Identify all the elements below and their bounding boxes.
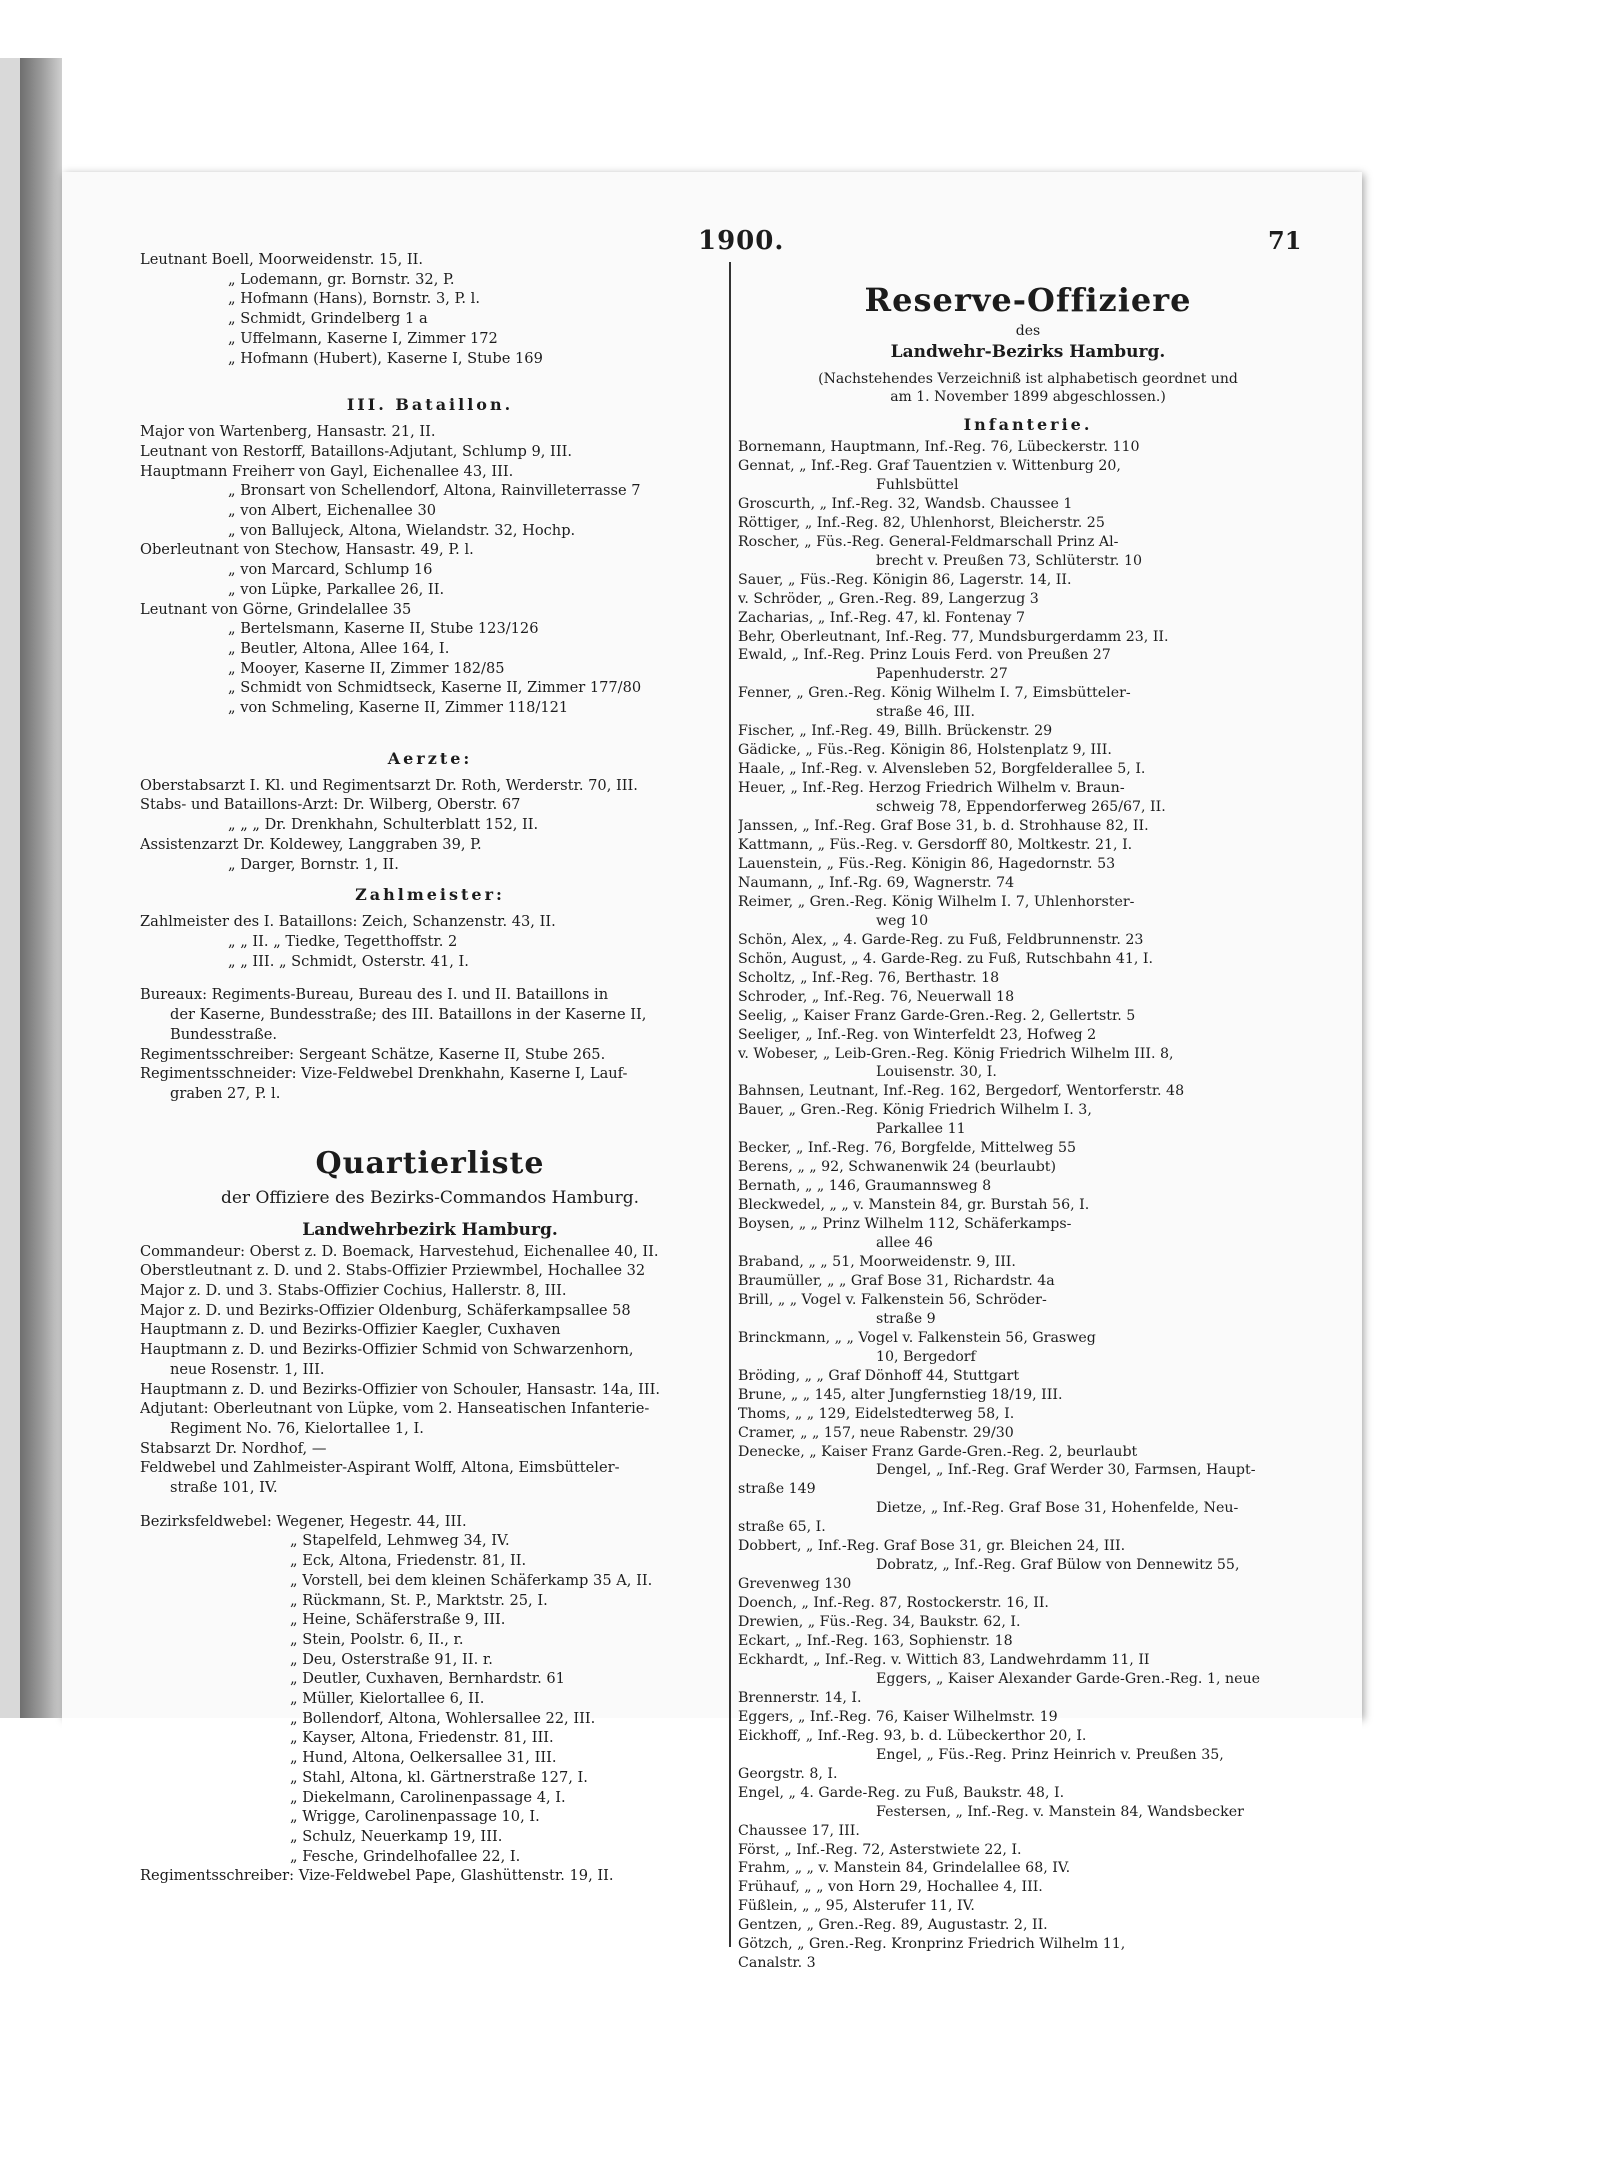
list-line: Stabsarzt Dr. Nordhof, — <box>140 1439 327 1457</box>
list-line: Schön, Alex, „ 4. Garde-Reg. zu Fuß, Feldbrunnenstr. 23 <box>738 931 1144 948</box>
list-line: Eickhoff, „ Inf.-Reg. 93, b. d. Lübeckerthor 20, I. <box>738 1727 1087 1744</box>
left-column <box>140 250 720 1886</box>
list-line: Bornemann, Hauptmann, Inf.-Reg. 76, Lübeckerstr. 110 <box>738 439 1140 455</box>
reserve-officer-list <box>738 438 1318 1973</box>
list-line: Seelig, „ Kaiser Franz Garde-Gren.-Reg. 2, Gellertstr. 5 <box>738 1007 1136 1024</box>
list-line: der Kaserne, Bundesstraße; des III. Bataillons in der Kaserne II, <box>170 1006 647 1024</box>
list-line: Papenhuderstr. 27 <box>876 666 1008 683</box>
list-line: Adjutant: Oberleutnant von Lüpke, vom 2. Hanseatischen Infanterie- <box>140 1400 650 1418</box>
list-line: Bureaux: Regiments-Bureau, Bureau des I. und II. Bataillons in <box>140 986 609 1004</box>
list-line: Bröding, „ „ Graf Dönhoff 44, Stuttgart <box>738 1367 1020 1384</box>
list-line: Brinckmann, „ „ Vogel v. Falkenstein 56, Grasweg <box>738 1329 1096 1346</box>
list-line: Schön, August, „ 4. Garde-Reg. zu Fuß, Rutschbahn 41, I. <box>738 950 1154 967</box>
list-line: „ Stein, Poolstr. 6, II., r. <box>290 1630 464 1648</box>
list-line: „ Bronsart von Schellendorf, Altona, Rainvilleterrasse 7 <box>228 482 641 500</box>
list-line: „ Eck, Altona, Friedenstr. 81, II. <box>290 1552 527 1570</box>
list-line: Heuer, „ Inf.-Reg. Herzog Friedrich Wilhelm v. Braun- <box>738 780 1125 797</box>
list-line: Zahlmeister des I. Bataillons: Zeich, Schanzenstr. 43, II. <box>140 913 556 931</box>
list-line: Grevenweg 130 <box>738 1576 852 1593</box>
list-line: Zacharias, „ Inf.-Reg. 47, kl. Fontenay 7 <box>738 609 1025 626</box>
list-line: Ewald, „ Inf.-Reg. Prinz Louis Ferd. von Preußen 27 <box>738 647 1111 664</box>
quartierliste-title: Quartierliste <box>315 1145 545 1181</box>
list-line: Fischer, „ Inf.-Reg. 49, Billh. Brückenstr. 29 <box>738 723 1053 740</box>
list-line: Parkallee 11 <box>876 1121 966 1138</box>
spacer <box>140 1498 720 1512</box>
list-line: Röttiger, „ Inf.-Reg. 82, Uhlenhorst, Bleicherstr. 25 <box>738 514 1105 531</box>
list-line: Dobratz, „ Inf.-Reg. Graf Bülow von Dennewitz 55, <box>876 1557 1240 1574</box>
list-line: „ Hund, Altona, Oelkersallee 31, III. <box>290 1749 557 1767</box>
list-line: v. Wobeser, „ Leib-Gren.-Reg. König Friedrich Wilhelm III. 8, <box>738 1045 1174 1062</box>
list-line: Hauptmann z. D. und Bezirks-Offizier von Schouler, Hansastr. 14a, III. <box>140 1380 661 1398</box>
list-line: graben 27, P. l. <box>170 1084 281 1102</box>
list-line: „ Diekelmann, Carolinenpassage 4, I. <box>290 1788 566 1806</box>
list-line: Eggers, „ Inf.-Reg. 76, Kaiser Wilhelmstr. 19 <box>738 1708 1058 1725</box>
list-line: Reimer, „ Gren.-Reg. König Wilhelm I. 7, Uhlenhorster- <box>738 893 1135 910</box>
list-line: Janssen, „ Inf.-Reg. Graf Bose 31, b. d. Strohhause 82, II. <box>738 818 1149 835</box>
zahlmeister-heading: Zahlmeister: <box>355 885 505 905</box>
list-line: allee 46 <box>876 1235 933 1252</box>
list-line: Gentzen, „ Gren.-Reg. 89, Augustastr. 2, II. <box>738 1917 1048 1934</box>
list-line: straße 65, I. <box>738 1519 826 1536</box>
list-line: Kattmann, „ Füs.-Reg. v. Gersdorff 80, Moltkestr. 21, I. <box>738 837 1133 854</box>
book-edge <box>0 58 20 1718</box>
list-line: Dengel, „ Inf.-Reg. Graf Werder 30, Farmsen, Haupt- <box>876 1462 1256 1479</box>
list-line: „ Schulz, Neuerkamp 19, III. <box>290 1828 503 1845</box>
list-line: „ Bertelsmann, Kaserne II, Stube 123/126 <box>228 620 539 638</box>
list-line: „ Fesche, Grindelhofallee 22, I. <box>290 1847 521 1865</box>
list-line: Bahnsen, Leutnant, Inf.-Reg. 162, Bergedorf, Wentorferstr. 48 <box>738 1083 1185 1100</box>
list-line: „ „ „ Dr. Drenkhahn, Schulterblatt 152, II. <box>228 816 539 834</box>
list-line: „ von Schmeling, Kaserne II, Zimmer 118/121 <box>228 699 569 717</box>
list-line: Gädicke, „ Füs.-Reg. Königin 86, Holstenplatz 9, III. <box>738 742 1112 759</box>
reserve-offiziere-title: Reserve-Offiziere <box>864 281 1192 319</box>
list-line: Major von Wartenberg, Hansastr. 21, II. <box>140 423 436 441</box>
list-line: straße 46, III. <box>876 704 976 721</box>
list-line: Sauer, „ Füs.-Reg. Königin 86, Lagerstr. 14, II. <box>738 571 1072 588</box>
list-line: Frühauf, „ „ von Horn 29, Hochallee 4, III. <box>738 1879 1043 1896</box>
note-line: (Nachstehendes Verzeichniß ist alphabetisch geordnet und <box>818 371 1238 387</box>
zahlmeister-list <box>140 912 720 971</box>
list-line: Louisenstr. 30, I. <box>876 1064 997 1081</box>
list-line: „ Darger, Bornstr. 1, II. <box>228 855 399 873</box>
list-line: Scholtz, „ Inf.-Reg. 76, Berthastr. 18 <box>738 969 1000 986</box>
list-line: „ Rückmann, St. P., Marktstr. 25, I. <box>290 1591 548 1609</box>
list-line: Regimentsschreiber: Sergeant Schätze, Kaserne II, Stube 265. <box>140 1045 606 1063</box>
list-line: Bernath, „ „ 146, Graumannsweg 8 <box>738 1178 992 1195</box>
list-line: „ Stahl, Altona, kl. Gärtnerstraße 127, I. <box>290 1768 588 1786</box>
list-line: Major z. D. und Bezirks-Offizier Oldenburg, Schäferkampsallee 58 <box>140 1301 631 1319</box>
list-line: „ von Albert, Eichenallee 30 <box>228 502 437 520</box>
list-line: „ Lodemann, gr. Bornstr. 32, P. <box>228 270 455 288</box>
list-line: Major z. D. und 3. Stabs-Offizier Cochius, Hallerstr. 8, III. <box>140 1282 567 1300</box>
list-line: „ Stapelfeld, Lehmweg 34, IV. <box>290 1532 510 1550</box>
des-label: des <box>1015 323 1041 339</box>
bezirksfeldwebel-list <box>140 1512 720 1886</box>
list-line: v. Schröder, „ Gren.-Reg. 89, Langerzug 3 <box>738 590 1039 607</box>
list-line: Först, „ Inf.-Reg. 72, Asterstwiete 22, I. <box>738 1841 1022 1858</box>
list-line: Leutnant Boell, Moorweidenstr. 15, II. <box>140 251 424 268</box>
note-line: am 1. November 1899 abgeschlossen.) <box>890 389 1166 405</box>
list-line: „ von Ballujeck, Altona, Wielandstr. 32, Hochp. <box>228 521 576 539</box>
list-line: Oberstabsarzt I. Kl. und Regimentsarzt Dr. Roth, Werderstr. 70, III. <box>140 776 638 794</box>
list-line: Seeliger, „ Inf.-Reg. von Winterfeldt 23, Hofweg 2 <box>738 1026 1097 1043</box>
list-line: Boysen, „ „ Prinz Wilhelm 112, Schäferkamps- <box>738 1216 1072 1233</box>
book-spine-shadow <box>20 58 62 1718</box>
list-line: „ von Marcard, Schlump 16 <box>228 561 433 579</box>
list-line: Drewien, „ Füs.-Reg. 34, Baukstr. 62, I. <box>738 1614 1021 1631</box>
aerzte-list <box>140 776 720 875</box>
page-year: 1900. <box>698 226 785 256</box>
list-line: Brune, „ „ 145, alter Jungfernstieg 18/19, III. <box>738 1386 1063 1403</box>
list-line: Eckhardt, „ Inf.-Reg. v. Wittich 83, Landwehrdamm 11, II <box>738 1652 1150 1668</box>
list-line: Berens, „ „ 92, Schwanenwik 24 (beurlaubt) <box>738 1159 1057 1176</box>
list-line: Behr, Oberleutnant, Inf.-Reg. 77, Mundsburgerdamm 23, II. <box>738 628 1169 645</box>
list-line: Engel, „ Füs.-Reg. Prinz Heinrich v. Preußen 35, <box>876 1746 1224 1763</box>
list-line: Oberstleutnant z. D. und 2. Stabs-Offizier Prziewmbel, Hochallee 32 <box>140 1262 646 1280</box>
list-line: Georgstr. 8, I. <box>738 1765 838 1782</box>
list-line: Hauptmann z. D. und Bezirks-Offizier Kaegler, Cuxhaven <box>140 1321 561 1339</box>
list-line: weg 10 <box>876 912 929 929</box>
list-line: „ „ III. „ Schmidt, Osterstr. 41, I. <box>228 952 469 970</box>
list-line: „ Beutler, Altona, Allee 164, I. <box>228 639 450 657</box>
list-line: Bauer, „ Gren.-Reg. König Friedrich Wilhelm I. 3, <box>738 1102 1092 1119</box>
list-line: Regimentsschneider: Vize-Feldwebel Drenkhahn, Kaserne I, Lauf- <box>140 1065 628 1083</box>
list-line: Doench, „ Inf.-Reg. 87, Rostockerstr. 16, II. <box>738 1595 1049 1612</box>
list-line: Götzch, „ Gren.-Reg. Kronprinz Friedrich Wilhelm 11, <box>738 1936 1126 1953</box>
landwehrbezirk-heading: Landwehrbezirk Hamburg. <box>302 1219 558 1240</box>
list-line: Bezirksfeldwebel: Wegener, Hegestr. 44, III. <box>140 1512 467 1530</box>
lieutenant-list <box>140 250 720 368</box>
page-number: 71 <box>1268 226 1302 255</box>
list-line: „ Schmidt, Grindelberg 1 a <box>228 310 428 328</box>
list-line: straße 149 <box>738 1481 816 1498</box>
quartier-list <box>140 1242 720 1498</box>
list-line: Cramer, „ „ 157, neue Rabenstr. 29/30 <box>738 1424 1014 1441</box>
list-line: Chaussee 17, III. <box>738 1822 860 1839</box>
quartierliste-subtitle: der Offiziere des Bezirks-Commandos Hamburg. <box>220 1187 640 1208</box>
list-line: straße 101, IV. <box>170 1479 278 1497</box>
list-line: „ Vorstell, bei dem kleinen Schäferkamp 35 A, II. <box>290 1571 653 1589</box>
list-line: Fenner, „ Gren.-Reg. König Wilhelm I. 7, Eimsbütteler- <box>738 685 1131 702</box>
list-line: „ von Lüpke, Parkallee 26, II. <box>228 580 445 598</box>
list-line: Oberleutnant von Stechow, Hansastr. 49, P. l. <box>140 541 474 559</box>
list-line: „ „ II. „ Tiedke, Tegetthoffstr. 2 <box>228 932 458 950</box>
list-line: Haale, „ Inf.-Reg. v. Alvensleben 52, Borgfelderallee 5, I. <box>738 761 1146 778</box>
list-line: Schroder, „ Inf.-Reg. 76, Neuerwall 18 <box>738 988 1015 1005</box>
list-line: Leutnant von Restorff, Bataillons-Adjutant, Schlump 9, III. <box>140 442 572 460</box>
list-line: Dobbert, „ Inf.-Reg. Graf Bose 31, gr. Bleichen 24, III. <box>738 1538 1126 1555</box>
right-column <box>738 250 1318 1973</box>
list-line: Fuhlsbüttel <box>876 476 959 493</box>
list-line: „ Schmidt von Schmidtseck, Kaserne II, Zimmer 177/80 <box>228 679 642 697</box>
list-line: „ Bollendorf, Altona, Wohlersallee 22, III. <box>290 1709 596 1727</box>
list-line: Braumüller, „ „ Graf Bose 31, Richardstr. 4a <box>738 1272 1055 1289</box>
list-line: „ Hofmann (Hubert), Kaserne I, Stube 169 <box>228 349 543 367</box>
list-line: schweig 78, Eppendorferweg 265/67, II. <box>876 799 1166 816</box>
list-line: Feldwebel und Zahlmeister-Aspirant Wolff, Altona, Eimsbütteler- <box>140 1459 620 1477</box>
list-line: Groscurth, „ Inf.-Reg. 32, Wandsb. Chaussee 1 <box>738 495 1073 512</box>
list-line: Leutnant von Görne, Grindelallee 35 <box>140 600 412 618</box>
list-line: Brennerstr. 14, I. <box>738 1689 862 1706</box>
list-line: Regiment No. 76, Kielortallee 1, I. <box>170 1419 424 1437</box>
list-line: „ Deutler, Cuxhaven, Bernhardstr. 61 <box>290 1670 565 1688</box>
list-line: Bleckwedel, „ „ v. Manstein 84, gr. Burstah 56, I. <box>738 1197 1090 1214</box>
list-line: neue Rosenstr. 1, III. <box>170 1360 325 1378</box>
list-line: Festersen, „ Inf.-Reg. v. Manstein 84, Wandsbecker <box>876 1803 1244 1820</box>
list-line: 10, Bergedorf <box>876 1348 976 1365</box>
list-line: „ Kayser, Altona, Friedenstr. 81, III. <box>290 1729 554 1747</box>
list-line: „ Hofmann (Hans), Bornstr. 3, P. l. <box>228 290 480 308</box>
bureau-section <box>140 985 720 1103</box>
column-divider <box>729 262 731 1947</box>
list-line: „ Müller, Kielortallee 6, II. <box>290 1690 485 1708</box>
list-line: Commandeur: Oberst z. D. Boemack, Harvestehud, Eichenallee 40, II. <box>140 1242 659 1260</box>
list-line: brecht v. Preußen 73, Schlüterstr. 10 <box>876 552 1142 569</box>
list-line: Hauptmann Freiherr von Gayl, Eichenallee 43, III. <box>140 462 514 480</box>
list-line: Naumann, „ Inf.-Rg. 69, Wagnerstr. 74 <box>738 874 1015 891</box>
list-line: Frahm, „ „ v. Manstein 84, Grindelallee 68, IV. <box>738 1860 1071 1877</box>
list-line: Assistenzarzt Dr. Koldewey, Langgraben 39, P. <box>140 835 482 853</box>
list-line: Füßlein, „ „ 95, Alsterufer 11, IV. <box>738 1898 975 1915</box>
list-line: Engel, „ 4. Garde-Reg. zu Fuß, Baukstr. 48, I. <box>738 1784 1065 1801</box>
list-line: Denecke, „ Kaiser Franz Garde-Gren.-Reg. 2, beurlaubt <box>738 1443 1138 1460</box>
list-line: straße 9 <box>876 1310 936 1327</box>
battalion-3-heading: III. Bataillon. <box>346 395 514 415</box>
list-line: Bundesstraße. <box>170 1025 278 1043</box>
list-line: „ Heine, Schäferstraße 9, III. <box>290 1611 506 1629</box>
list-line: „ Mooyer, Kaserne II, Zimmer 182/85 <box>228 659 505 677</box>
battalion-3-list <box>140 422 720 718</box>
list-line: Stabs- und Bataillons-Arzt: Dr. Wilberg, Oberstr. 67 <box>140 796 521 814</box>
list-line: Gennat, „ Inf.-Reg. Graf Tauentzien v. Wittenburg 20, <box>738 457 1121 474</box>
landwehr-bezirks-subtitle: Landwehr-Bezirks Hamburg. <box>890 342 1166 362</box>
list-line: Dietze, „ Inf.-Reg. Graf Bose 31, Hohenfelde, Neu- <box>876 1500 1239 1517</box>
list-line: Lauenstein, „ Füs.-Reg. Königin 86, Hagedornstr. 53 <box>738 855 1116 872</box>
list-line: „ Uffelmann, Kaserne I, Zimmer 172 <box>228 329 498 347</box>
list-line: Roscher, „ Füs.-Reg. General-Feldmarschall Prinz Al- <box>738 533 1119 550</box>
list-line: „ Deu, Osterstraße 91, II. r. <box>290 1650 493 1668</box>
list-line: Brill, „ „ Vogel v. Falkenstein 56, Schröder- <box>738 1291 1047 1308</box>
aerzte-heading: Aerzte: <box>387 748 473 768</box>
list-line: Canalstr. 3 <box>738 1955 816 1972</box>
list-line: Regimentsschreiber: Vize-Feldwebel Pape, Glashüttenstr. 19, II. <box>140 1867 614 1885</box>
list-line: Becker, „ Inf.-Reg. 76, Borgfelde, Mittelweg 55 <box>738 1140 1077 1157</box>
list-line: Braband, „ „ 51, Moorweidenstr. 9, III. <box>738 1253 1016 1270</box>
list-line: „ Wrigge, Carolinenpassage 10, I. <box>290 1808 540 1826</box>
list-line: Hauptmann z. D. und Bezirks-Offizier Schmid von Schwarzenhorn, <box>140 1341 634 1359</box>
infanterie-heading: Infanterie. <box>963 415 1093 434</box>
list-line: Eckart, „ Inf.-Reg. 163, Sophienstr. 18 <box>738 1633 1013 1650</box>
list-line: Thoms, „ „ 129, Eidelstedterweg 58, I. <box>738 1405 1015 1422</box>
list-line: Eggers, „ Kaiser Alexander Garde-Gren.-Reg. 1, neue <box>876 1670 1261 1687</box>
spacer <box>140 971 720 985</box>
